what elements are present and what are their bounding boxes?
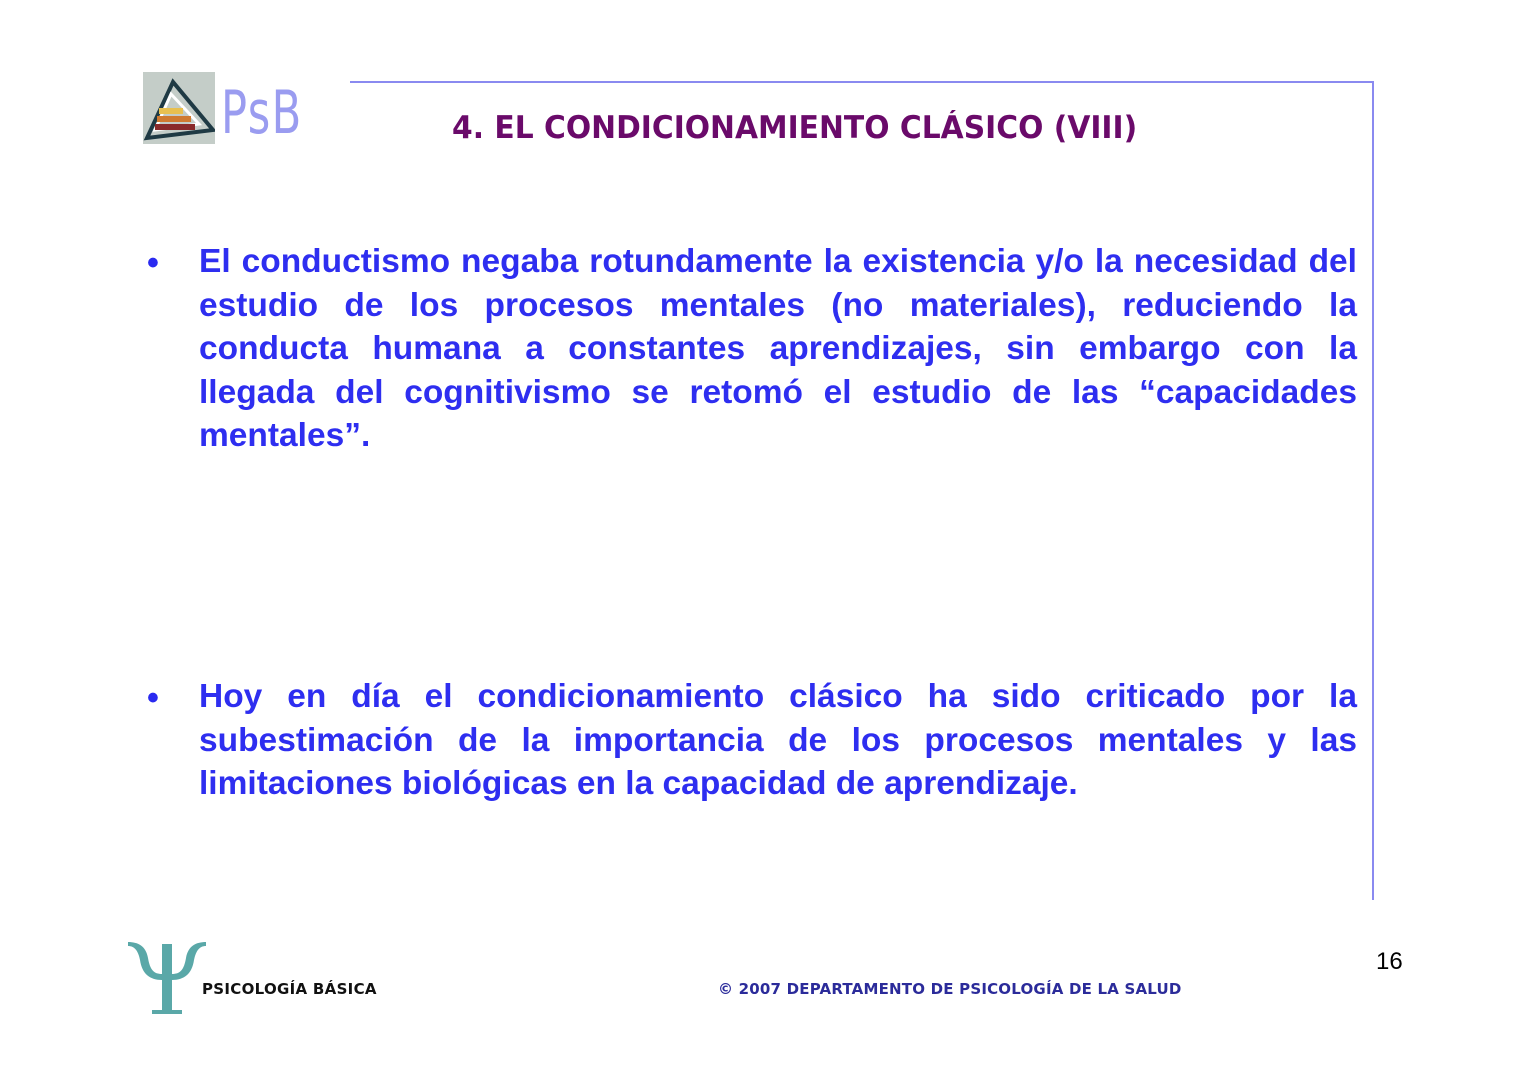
slide-title: 4. EL CONDICIONAMIENTO CLÁSICO (VIII)	[452, 110, 1138, 146]
logo-text: PsB	[221, 78, 303, 148]
page-number: 16	[1376, 948, 1403, 975]
psi-symbol-icon	[124, 940, 208, 1016]
frame-right-border	[1372, 81, 1374, 900]
paragraph-2: Hoy en día el condicionamiento clásico ha sido criticado por la subestimación de la importancia de los procesos mentales y las limitaciones biológicas en la capacidad de aprendizaje.	[199, 678, 1357, 802]
psb-logo	[143, 72, 323, 152]
bullet-marker: •	[147, 679, 159, 717]
paragraph-1: El conductismo negaba rotundamente la existencia y/o la necesidad del estudio de los procesos mentales (no materiales), reduciendo la conducta humana a constantes aprendizajes, sin embargo con la llegada del cognitivismo se retomó el estudio de las “capacidades mentales”.	[199, 243, 1357, 454]
copyright-notice: © 2007 DEPARTAMENTO DE PSICOLOGÍA DE LA SALUD	[718, 980, 1182, 998]
frame-top-border	[350, 81, 1374, 83]
course-name: PSICOLOGÍA BÁSICA	[202, 980, 377, 998]
bullet-marker: •	[147, 244, 159, 282]
triangle-logo-icon	[143, 72, 215, 144]
